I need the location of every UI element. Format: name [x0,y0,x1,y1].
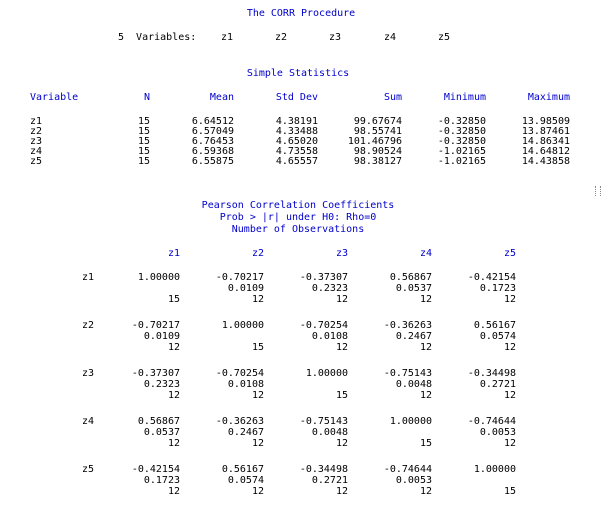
table-cell: 15 [137,136,150,147]
variable-name: z5 [438,32,451,43]
correlation-value: 0.56167 [473,320,516,331]
row-label: z4 [81,416,94,427]
observation-count: 15 [419,438,432,449]
column-header: z3 [335,248,348,259]
row-label: z2 [81,320,94,331]
observation-count: 15 [335,390,348,401]
table-cell: 4.38191 [275,116,318,127]
observation-count: 12 [419,294,432,305]
variable-name: z1 [221,32,234,43]
table-cell: 6.55875 [191,156,234,167]
correlation-value: 0.56867 [137,416,180,427]
observation-count: 15 [251,342,264,353]
column-header: N [143,92,150,103]
observation-count: 12 [335,438,348,449]
row-label: z3 [30,136,43,147]
observation-count: 12 [419,342,432,353]
p-value: 0.0109 [227,283,264,294]
observation-count: 12 [503,390,516,401]
correlation-value: -0.36263 [383,320,432,331]
p-value: 0.0053 [479,427,516,438]
resize-grip-icon[interactable] [595,186,601,196]
row-label: z5 [81,464,94,475]
table-cell: 6.59368 [191,146,234,157]
p-value: 0.0537 [395,283,432,294]
table-cell: 15 [137,146,150,157]
column-header: Variable [30,92,79,103]
p-value: 0.0048 [395,379,432,390]
p-value: 0.2467 [227,427,264,438]
pearson-title: Pearson Correlation Coefficients [201,200,395,211]
variable-name: z3 [329,32,342,43]
table-cell: 14.86341 [521,136,570,147]
p-value: 0.2467 [395,331,432,342]
observation-count: 12 [503,438,516,449]
observation-count: 12 [251,294,264,305]
p-value: 0.0574 [479,331,516,342]
table-cell: 15 [137,156,150,167]
observation-count: 12 [419,486,432,497]
correlation-value: 1.00000 [389,416,432,427]
column-header: Std Dev [275,92,318,103]
row-label: z1 [81,272,94,283]
table-cell: 98.90524 [353,146,402,157]
observation-count: 12 [167,486,180,497]
column-header: z2 [251,248,264,259]
pearson-subtitle-prob: Prob > |r| under H0: Rho=0 [219,212,377,223]
procedure-title: The CORR Procedure [246,8,356,19]
correlation-value: 1.00000 [137,272,180,283]
table-cell: 4.65557 [275,156,318,167]
correlation-value: 0.56167 [221,464,264,475]
correlation-value: -0.70217 [215,272,264,283]
correlation-value: -0.70254 [299,320,348,331]
correlation-value: -0.34498 [299,464,348,475]
correlation-value: -0.70217 [131,320,180,331]
column-header: Sum [383,92,402,103]
table-cell: 15 [137,116,150,127]
correlation-value: 1.00000 [305,368,348,379]
p-value: 0.1723 [143,475,180,486]
table-cell: 15 [137,126,150,137]
observation-count: 12 [335,294,348,305]
observation-count: 12 [419,390,432,401]
row-label: z5 [30,156,43,167]
row-label: z2 [30,126,43,137]
observation-count: 12 [167,390,180,401]
p-value: 0.2721 [311,475,348,486]
table-cell: 6.64512 [191,116,234,127]
p-value: 0.0574 [227,475,264,486]
table-cell: 4.65020 [275,136,318,147]
column-header: Maximum [527,92,570,103]
p-value: 0.0109 [143,331,180,342]
correlation-value: -0.75143 [383,368,432,379]
table-cell: -0.32850 [437,116,486,127]
observation-count: 12 [251,486,264,497]
table-cell: 99.67674 [353,116,402,127]
column-header: z4 [419,248,432,259]
correlation-value: -0.74644 [383,464,432,475]
observation-count: 12 [251,390,264,401]
correlation-value: -0.42154 [131,464,180,475]
observation-count: 15 [503,486,516,497]
observation-count: 15 [167,294,180,305]
row-label: z3 [81,368,94,379]
observation-count: 12 [167,438,180,449]
table-cell: 13.98509 [521,116,570,127]
observation-count: 12 [335,486,348,497]
observation-count: 12 [167,342,180,353]
correlation-value: 1.00000 [221,320,264,331]
table-cell: 6.76453 [191,136,234,147]
table-cell: 4.73558 [275,146,318,157]
observation-count: 12 [503,342,516,353]
p-value: 0.0108 [311,331,348,342]
correlation-value: -0.74644 [467,416,516,427]
column-header: Minimum [443,92,486,103]
row-label: z1 [30,116,43,127]
table-cell: -0.32850 [437,126,486,137]
column-header: z5 [503,248,516,259]
table-cell: 6.57049 [191,126,234,137]
correlation-value: 0.56867 [389,272,432,283]
correlation-value: -0.42154 [467,272,516,283]
p-value: 0.0537 [143,427,180,438]
p-value: 0.1723 [479,283,516,294]
correlation-value: 1.00000 [473,464,516,475]
p-value: 0.0048 [311,427,348,438]
observation-count: 12 [251,438,264,449]
correlation-value: -0.75143 [299,416,348,427]
variables-label: 5 Variables: [118,32,197,43]
p-value: 0.2323 [311,283,348,294]
simple-statistics-title: Simple Statistics [246,68,350,79]
correlation-value: -0.34498 [467,368,516,379]
variable-name: z4 [384,32,397,43]
table-cell: 14.64812 [521,146,570,157]
table-cell: -0.32850 [437,136,486,147]
correlation-value: -0.36263 [215,416,264,427]
p-value: 0.0108 [227,379,264,390]
table-cell: 98.55741 [353,126,402,137]
p-value: 0.2721 [479,379,516,390]
row-label: z4 [30,146,43,157]
table-cell: 98.38127 [353,156,402,167]
p-value: 0.2323 [143,379,180,390]
table-cell: 14.43858 [521,156,570,167]
column-header: Mean [209,92,234,103]
correlation-value: -0.37307 [131,368,180,379]
correlation-value: -0.37307 [299,272,348,283]
observation-count: 12 [335,342,348,353]
table-cell: -1.02165 [437,156,486,167]
column-header: z1 [167,248,180,259]
table-cell: 101.46796 [347,136,402,147]
table-cell: -1.02165 [437,146,486,157]
table-cell: 4.33488 [275,126,318,137]
correlation-value: -0.70254 [215,368,264,379]
table-cell: 13.87461 [521,126,570,137]
p-value: 0.0053 [395,475,432,486]
pearson-subtitle-n: Number of Observations [231,224,365,235]
observation-count: 12 [503,294,516,305]
variable-name: z2 [275,32,288,43]
